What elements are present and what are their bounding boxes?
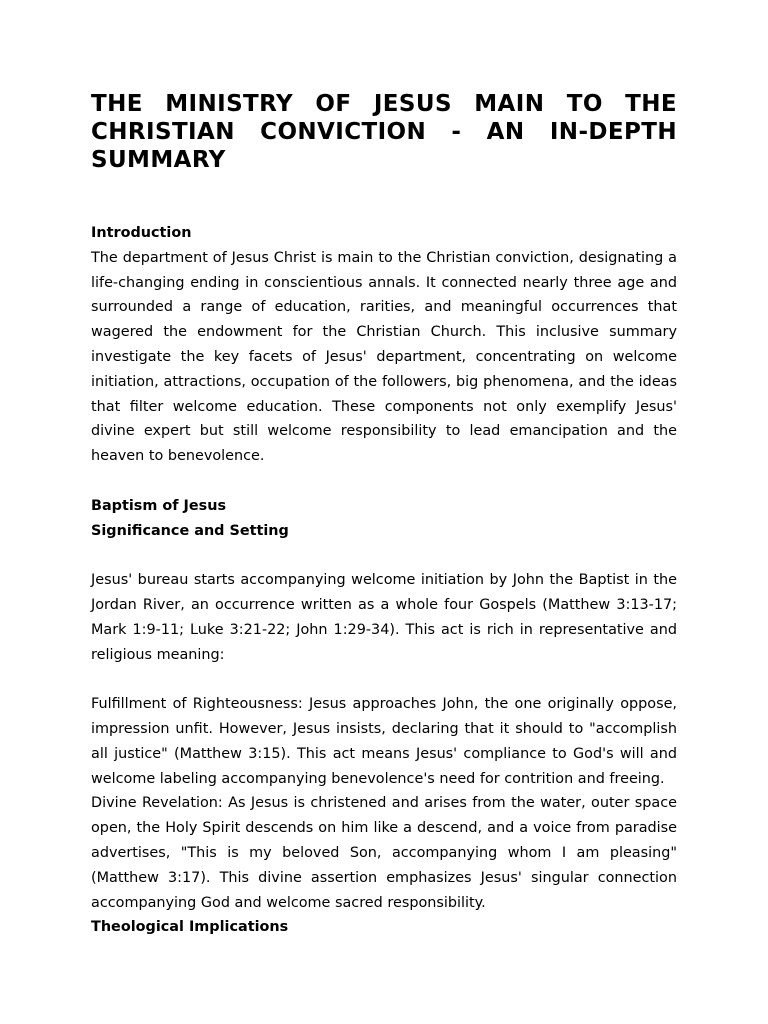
- introduction-paragraph: The department of Jesus Christ is main to the Christian conviction, designating a life-changing ending in conscientious annals. It connected nearly three age and surrounded a range of education, rarities, and meaningful occurrences that wagered the endowment for the Christian Church. This inclusive summary investigate the key facets of Jesus' department, concentrating on welcome initiation, attractions, occupation of the followers, big phenomena, and the ideas that filter welcome education. These components not only exemplify Jesus' divine expert but still welcome responsibility to lead emancipation and the heaven to benevolence.: [91, 249, 677, 465]
- significance-paragraph: Jesus' bureau starts accompanying welcome initiation by John the Baptist in the Jordan River, an occurrence written as a whole four Gospels (Matthew 3:13-17; Mark 1:9-11; Luke 3:21-22; John 1:29-34). This act is rich in representative and religious meaning:: [91, 572, 677, 663]
- righteousness-paragraph: Fulfillment of Righteousness: Jesus approaches John, the one originally oppose, impression unfit. However, Jesus insists, declaring that it should to "accomplish all justice" (Matthew 3:15). This act means Jesus' compliance to God's will and welcome labeling accompanying benevolence's need for contrition and freeing.: [91, 696, 677, 787]
- significance-heading: Significance and Setting: [91, 522, 289, 539]
- revelation-paragraph: Divine Revelation: As Jesus is christened and arises from the water, outer space open, the Holy Spirit descends on him like a descend, and a voice from paradise advertises, "This is my beloved Son, accompanying whom I am pleasing" (Matthew 3:17). This divine assertion emphasizes Jesus' singular connection accompanying God and welcome sacred responsibility.: [91, 795, 677, 911]
- baptism-heading: Baptism of Jesus: [91, 497, 227, 514]
- spacer: [91, 469, 677, 494]
- spacer: [91, 667, 677, 692]
- theological-heading: Theological Implications: [91, 919, 289, 936]
- document-body: [91, 221, 677, 940]
- spacer: [91, 543, 677, 568]
- document-title: THE MINISTRY OF JESUS MAIN TO THE CHRISTIAN CONVICTION - AN IN-DEPTH SUMMARY: [91, 91, 677, 173]
- introduction-heading: Introduction: [91, 225, 192, 241]
